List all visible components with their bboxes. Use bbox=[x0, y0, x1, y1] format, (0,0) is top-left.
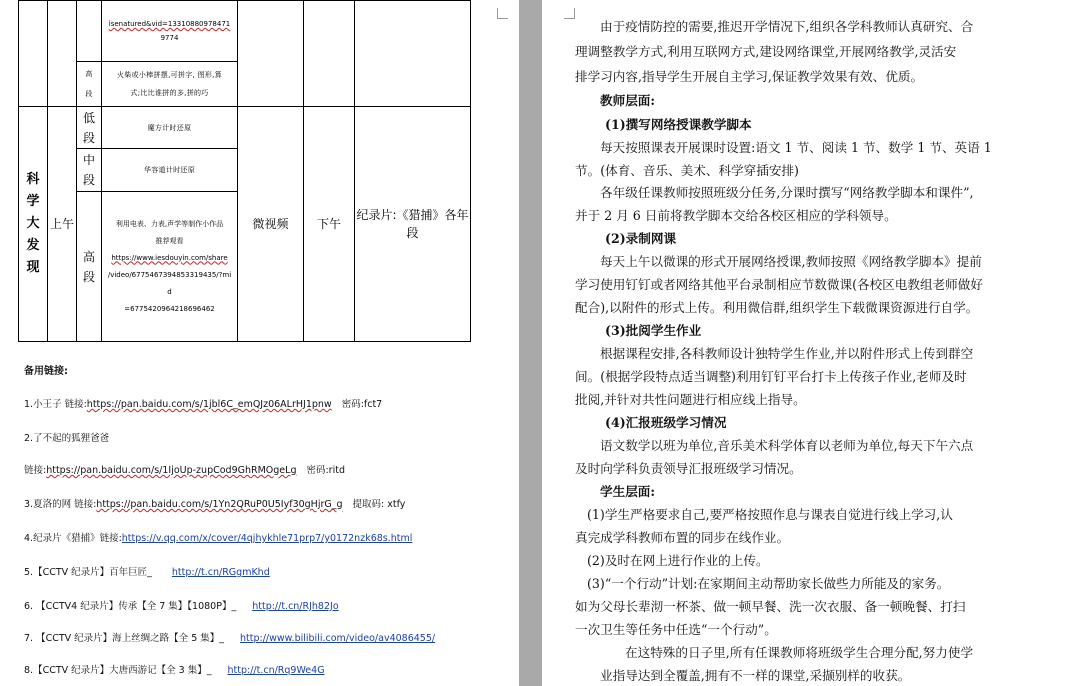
subject-char: 现 bbox=[26, 260, 40, 275]
grade-cell-high bbox=[77, 192, 102, 342]
grade-label: 高 bbox=[85, 70, 93, 78]
list-item bbox=[24, 462, 345, 476]
page-gap bbox=[519, 0, 542, 686]
activity-cell-low: 魔方计时还原 bbox=[102, 107, 238, 149]
session-cell: 下午 bbox=[304, 107, 355, 342]
subject-char: 学 bbox=[26, 194, 40, 209]
item-link[interactable]: http://t.cn/RGgmKhd bbox=[171, 567, 270, 578]
paragraph-line: 真完成学科教师布置的同步在线作业。 bbox=[575, 530, 790, 545]
subsection-heading: (1)撰写网络授课教学脚本 bbox=[605, 117, 752, 132]
item-link[interactable]: https://pan.baidu.com/s/1Yn2QRuP0U5Iyf30gHjrG_g bbox=[96, 499, 343, 510]
teacher-section-heading: 教师层面: bbox=[600, 93, 656, 108]
item-label: 4.纪录片《猎捕》链接: bbox=[24, 533, 122, 544]
paragraph-line: (1)学生严格要求自己,要严格按照作息与课表自觉进行线上学习,认 bbox=[587, 507, 953, 522]
grade-char: 段 bbox=[82, 173, 95, 187]
schedule-table bbox=[18, 0, 471, 342]
activity-cell-high bbox=[102, 192, 238, 342]
grade-label-cont: 段 bbox=[85, 90, 93, 98]
video-url-text-cont: 9774 bbox=[160, 34, 179, 42]
item-label: 2.了不起的狐狸爸爸 bbox=[24, 433, 110, 444]
video-url-text: isenatured&vid=13310880978471 bbox=[108, 20, 231, 28]
paragraph-line: 学习使用钉钉或者网络其他平台录制相应节数微课(各校区电教组老师做好 bbox=[575, 277, 983, 292]
subsection-heading: (4)汇报班级学习情况 bbox=[605, 415, 727, 430]
list-item bbox=[24, 396, 382, 410]
item-link[interactable]: https://v.qq.com/x/cover/4qjhykhle71prp7/y0172nzk68s.html bbox=[121, 533, 413, 544]
assignment-cell bbox=[355, 107, 471, 342]
left-document-page bbox=[0, 0, 519, 686]
paragraph-line: 每天按照课表开展课时设置:语文 1 节、阅读 1 节、数学 1 节、英语 1 bbox=[600, 140, 992, 155]
list-item bbox=[24, 430, 109, 444]
recommend-label: 推荐观看 bbox=[155, 236, 184, 245]
video-url-text: =6775420964218696462 bbox=[124, 304, 215, 313]
paragraph-line: 在这特殊的日子里,所有任课教师将班级学生合理分配,努力使学 bbox=[625, 645, 974, 660]
paragraph-line: 由于疫情防控的需要,推迟开学情况下,组织各学科教师认真研究、合 bbox=[600, 19, 974, 34]
list-item bbox=[24, 496, 405, 510]
student-section-heading: 学生层面: bbox=[600, 484, 656, 499]
assignment-text: 纪录片:《猎捕》各年 bbox=[356, 208, 469, 222]
table-row bbox=[19, 1, 471, 62]
activity-text-cont: 式;比比谁拼的多,拼的巧 bbox=[130, 89, 209, 97]
backup-links-title: 备用链接: bbox=[24, 366, 68, 377]
activity-text: 利用电表、力表,声学等制作小作品 bbox=[115, 219, 224, 228]
grade-cell bbox=[77, 62, 102, 107]
paragraph-line: 配合),以附件的形式上传。利用微信群,组织学生下载微课资源进行自学。 bbox=[575, 300, 979, 315]
item-link[interactable]: http://www.bilibili.com/video/av4086455/ bbox=[240, 633, 436, 644]
paragraph-line: 业指导达到全覆盖,拥有不一样的课堂,采撷别样的收获。 bbox=[600, 668, 911, 683]
right-document-page bbox=[542, 0, 1080, 686]
item-link[interactable]: http://t.cn/Rq9We4G bbox=[227, 665, 325, 676]
table-cell-empty bbox=[77, 1, 102, 62]
item-label: 5.【CCTV 纪录片】百年巨匠_ bbox=[24, 567, 152, 578]
grade-char: 段 bbox=[82, 130, 95, 145]
subject-char: 发 bbox=[26, 238, 40, 253]
time-cell: 上午 bbox=[48, 107, 77, 342]
list-item bbox=[24, 598, 339, 612]
item-label: 3.夏洛的网 链接: bbox=[24, 499, 97, 510]
item-label: 8.【CCTV 纪录片】大唐西游记【全 3 集】_ bbox=[24, 665, 212, 676]
subsection-heading: (3)批阅学生作业 bbox=[605, 323, 702, 338]
paragraph-line: 批阅,并针对共性问题进行相应线上指导。 bbox=[575, 392, 806, 407]
subject-char: 科 bbox=[26, 172, 40, 187]
table-cell-empty bbox=[238, 1, 304, 107]
paragraph-line: 一次卫生等任务中任选“一个行动”。 bbox=[575, 622, 777, 637]
item-link[interactable]: https://pan.baidu.com/s/1jbl6C_emQJz06ALrHJ1pnw bbox=[86, 399, 332, 410]
paragraph-line: 间。(根据学段特点适当调整)利用钉钉平台打卡上传孩子作业,老师及时 bbox=[575, 369, 967, 384]
list-item bbox=[24, 630, 435, 644]
paragraph-line: 节。(体育、音乐、美术、科学穿插安排) bbox=[575, 163, 799, 178]
grade-cell-low bbox=[77, 107, 102, 149]
list-item bbox=[24, 564, 270, 578]
page-corner-mark bbox=[564, 8, 575, 19]
paragraph-line: 根据课程安排,各科教师设计独特学生作业,并以附件形式上传到群空 bbox=[600, 346, 974, 361]
paragraph-line: 每天上午以微课的形式开展网络授课,教师按照《网络教学脚本》提前 bbox=[600, 254, 982, 269]
grade-char: 高 bbox=[82, 249, 95, 264]
item-label: 链接: bbox=[24, 465, 47, 476]
paragraph-line: 并于 2 月 6 日前将教学脚本交给各校区相应的学科领导。 bbox=[575, 208, 897, 223]
page-corner-mark bbox=[497, 8, 508, 19]
item-link[interactable]: http://t.cn/RJh82Jo bbox=[252, 601, 339, 612]
subject-char: 大 bbox=[26, 216, 40, 231]
subject-cell bbox=[19, 107, 48, 342]
paragraph-line: 各年级任课教师按照班级分任务,分课时撰写“网络教学脚本和课件”, bbox=[600, 185, 974, 200]
table-cell-empty bbox=[304, 1, 355, 107]
table-row bbox=[19, 107, 471, 149]
item-label: 6. 【CCTV4 纪录片】传承【全 7 集】【1080P】_ bbox=[24, 601, 237, 612]
item-password: 提取码: xtfy bbox=[352, 499, 406, 510]
paragraph-line: (3)“一个行动”计划:在家期间主动帮助家长做些力所能及的家务。 bbox=[587, 576, 950, 591]
list-item bbox=[24, 530, 412, 544]
subsection-heading: (2)录制网课 bbox=[605, 231, 677, 246]
paragraph-line: 如为父母长辈沏一杯茶、做一顿早餐、洗一次衣服、备一顿晚餐、打扫 bbox=[575, 599, 966, 614]
video-url-text: https://www.iesdouyin.com/share bbox=[111, 253, 228, 262]
item-label: 1.小王子 链接: bbox=[24, 399, 87, 410]
video-url-cell bbox=[102, 1, 238, 62]
paragraph-line: 理调整教学方式,利用互联网方式,建设网络课堂,开展网络教学,灵活安 bbox=[575, 44, 957, 59]
video-url-text: /video/6775467394853319435/?mid bbox=[107, 270, 232, 296]
form-cell: 微视频 bbox=[238, 107, 304, 342]
activity-cell-mid: 华容道计时还原 bbox=[102, 149, 238, 192]
item-password: 密码:ritd bbox=[306, 465, 345, 476]
paragraph-line: 语文数学以班为单位,音乐美术科学体育以老师为单位,每天下午六点 bbox=[600, 438, 974, 453]
item-link[interactable]: https://pan.baidu.com/s/1IjoUp-zupCod9GhRMOgeLg bbox=[46, 465, 297, 476]
grade-cell-mid bbox=[77, 149, 102, 192]
activity-cell bbox=[102, 62, 238, 107]
item-password: 密码:fct7 bbox=[341, 399, 383, 410]
list-item bbox=[24, 662, 325, 676]
assignment-text-cont: 段 bbox=[406, 226, 419, 240]
table-cell-empty bbox=[48, 1, 77, 107]
activity-text: 火柴或小棒拼摆,可拼字, 图形,算 bbox=[117, 71, 222, 79]
table-cell-empty bbox=[19, 1, 48, 107]
grade-char: 中 bbox=[82, 153, 95, 167]
paragraph-line: 排学习内容,指导学生开展自主学习,保证教学效果有效、优质。 bbox=[575, 69, 924, 84]
grade-char: 段 bbox=[82, 269, 95, 284]
grade-char: 低 bbox=[82, 110, 95, 125]
table-cell-empty bbox=[355, 1, 471, 107]
paragraph-line: (2)及时在网上进行作业的上传。 bbox=[587, 553, 769, 568]
item-label: 7. 【CCTV 纪录片】海上丝绸之路【全 5 集】_ bbox=[24, 633, 225, 644]
paragraph-line: 及时向学科负责领导汇报班级学习情况。 bbox=[575, 461, 802, 476]
